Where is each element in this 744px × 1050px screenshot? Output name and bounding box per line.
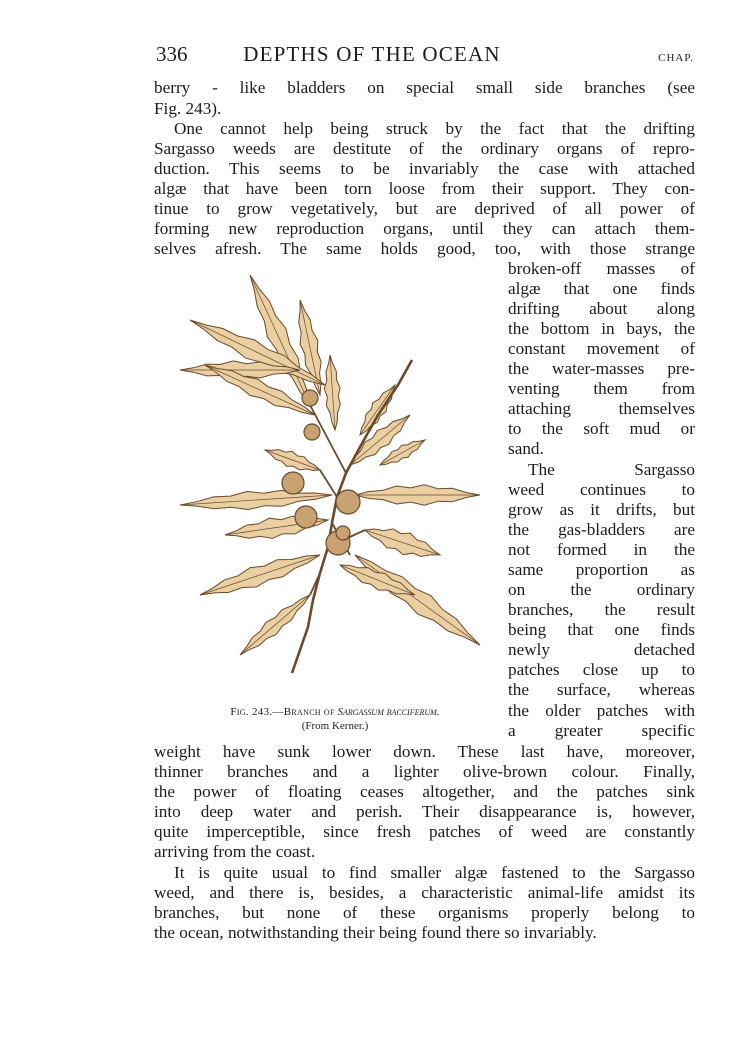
side-text-line: grow as it drifts, but xyxy=(508,500,695,519)
side-text-line: broken-off masses of xyxy=(508,259,695,278)
text-line: the power of floating ceases altogether, and the patches sink xyxy=(154,782,695,801)
side-text-line: the surface, whereas xyxy=(508,680,695,699)
text-line: forming new reproduction organs, until they can attach them- xyxy=(154,219,695,238)
side-text-line: a greater specific xyxy=(508,721,695,740)
side-text-line: weed continues to xyxy=(508,480,695,499)
side-text-line: sand. xyxy=(508,439,544,458)
side-text-line: constant movement of xyxy=(508,339,695,358)
text-line: into deep water and perish. Their disappearance is, however, xyxy=(154,802,695,821)
side-text-line: branches, the result xyxy=(508,600,695,619)
gas-bladder xyxy=(336,490,360,514)
text-line: One cannot help being struck by the fact that the drifting xyxy=(174,119,695,138)
side-text-line: attaching themselves xyxy=(508,399,695,418)
leaf-midrib xyxy=(240,595,310,655)
side-branch xyxy=(320,470,337,497)
side-text-line: drifting about along xyxy=(508,299,695,318)
side-text-line: The Sargasso xyxy=(528,460,695,479)
text-line: algæ that have been torn loose from their support. They con- xyxy=(154,179,695,198)
chapter-abbreviation: CHAP. xyxy=(658,52,694,64)
side-text-line: venting them from xyxy=(508,379,695,398)
gas-bladder xyxy=(336,526,350,540)
text-line: branches, but none of these organisms properly belong to xyxy=(154,903,695,922)
text-line: thinner branches and a lighter olive-brown colour. Finally, xyxy=(154,762,695,781)
text-line: weed, and there is, besides, a characteristic animal-life amidst its xyxy=(154,883,695,902)
side-text-line: patches close up to xyxy=(508,660,695,679)
leaf-midrib xyxy=(355,555,480,645)
text-line: quite imperceptible, since fresh patches of weed are constantly xyxy=(154,822,695,841)
gas-bladder xyxy=(302,390,318,406)
text-line: the ocean, notwithstanding their being found there so invariably. xyxy=(154,923,597,942)
figure-credit: (From Kerner.) xyxy=(301,720,369,732)
side-text-line: the older patches with xyxy=(508,701,695,720)
text-line: selves afresh. The same holds good, too, with those strange xyxy=(154,239,695,258)
gas-bladder xyxy=(282,472,304,494)
figure-species: Sargassum bacciferum. xyxy=(337,706,440,718)
side-text-line: same proportion as xyxy=(508,560,695,579)
sargassum-branch-illustration xyxy=(150,265,500,705)
text-line: weight have sunk lower down. These last have, moreover, xyxy=(154,742,695,761)
page-number: 336 xyxy=(156,42,188,66)
text-line: Sargasso weeds are destitute of the ordinary organs of repro- xyxy=(154,139,695,158)
text-line: duction. This seems to be invariably the case with attached xyxy=(154,159,695,178)
text-line: berry - like bladders on special small side branches (see xyxy=(154,78,695,97)
running-title: DEPTHS OF THE OCEAN xyxy=(243,42,501,66)
side-text-line: the bottom in bays, the xyxy=(508,319,695,338)
figure-label: Fig. 243.—Branch of xyxy=(230,706,335,718)
side-text-line: not formed in the xyxy=(508,540,695,559)
leaf-midrib xyxy=(200,555,320,595)
side-text-line: newly detached xyxy=(508,640,695,659)
side-text-line: the gas-bladders are xyxy=(508,520,695,539)
text-line: arriving from the coast. xyxy=(154,842,316,861)
gas-bladder xyxy=(304,424,320,440)
side-text-line: algæ that one finds xyxy=(508,279,695,298)
text-line: It is quite usual to find smaller algæ fastened to the Sargasso xyxy=(174,863,695,882)
side-text-line: being that one finds xyxy=(508,620,695,639)
text-line: tinue to grow vegetatively, but are deprived of all power of xyxy=(154,199,695,218)
leaf-group xyxy=(180,275,480,655)
side-text-line: the water-masses pre- xyxy=(508,359,695,378)
side-text-line: on the ordinary xyxy=(508,580,695,599)
side-text-line: to the soft mud or xyxy=(508,419,695,438)
gas-bladder xyxy=(295,506,317,528)
figure-caption xyxy=(150,705,520,733)
text-line: Fig. 243). xyxy=(154,99,222,118)
